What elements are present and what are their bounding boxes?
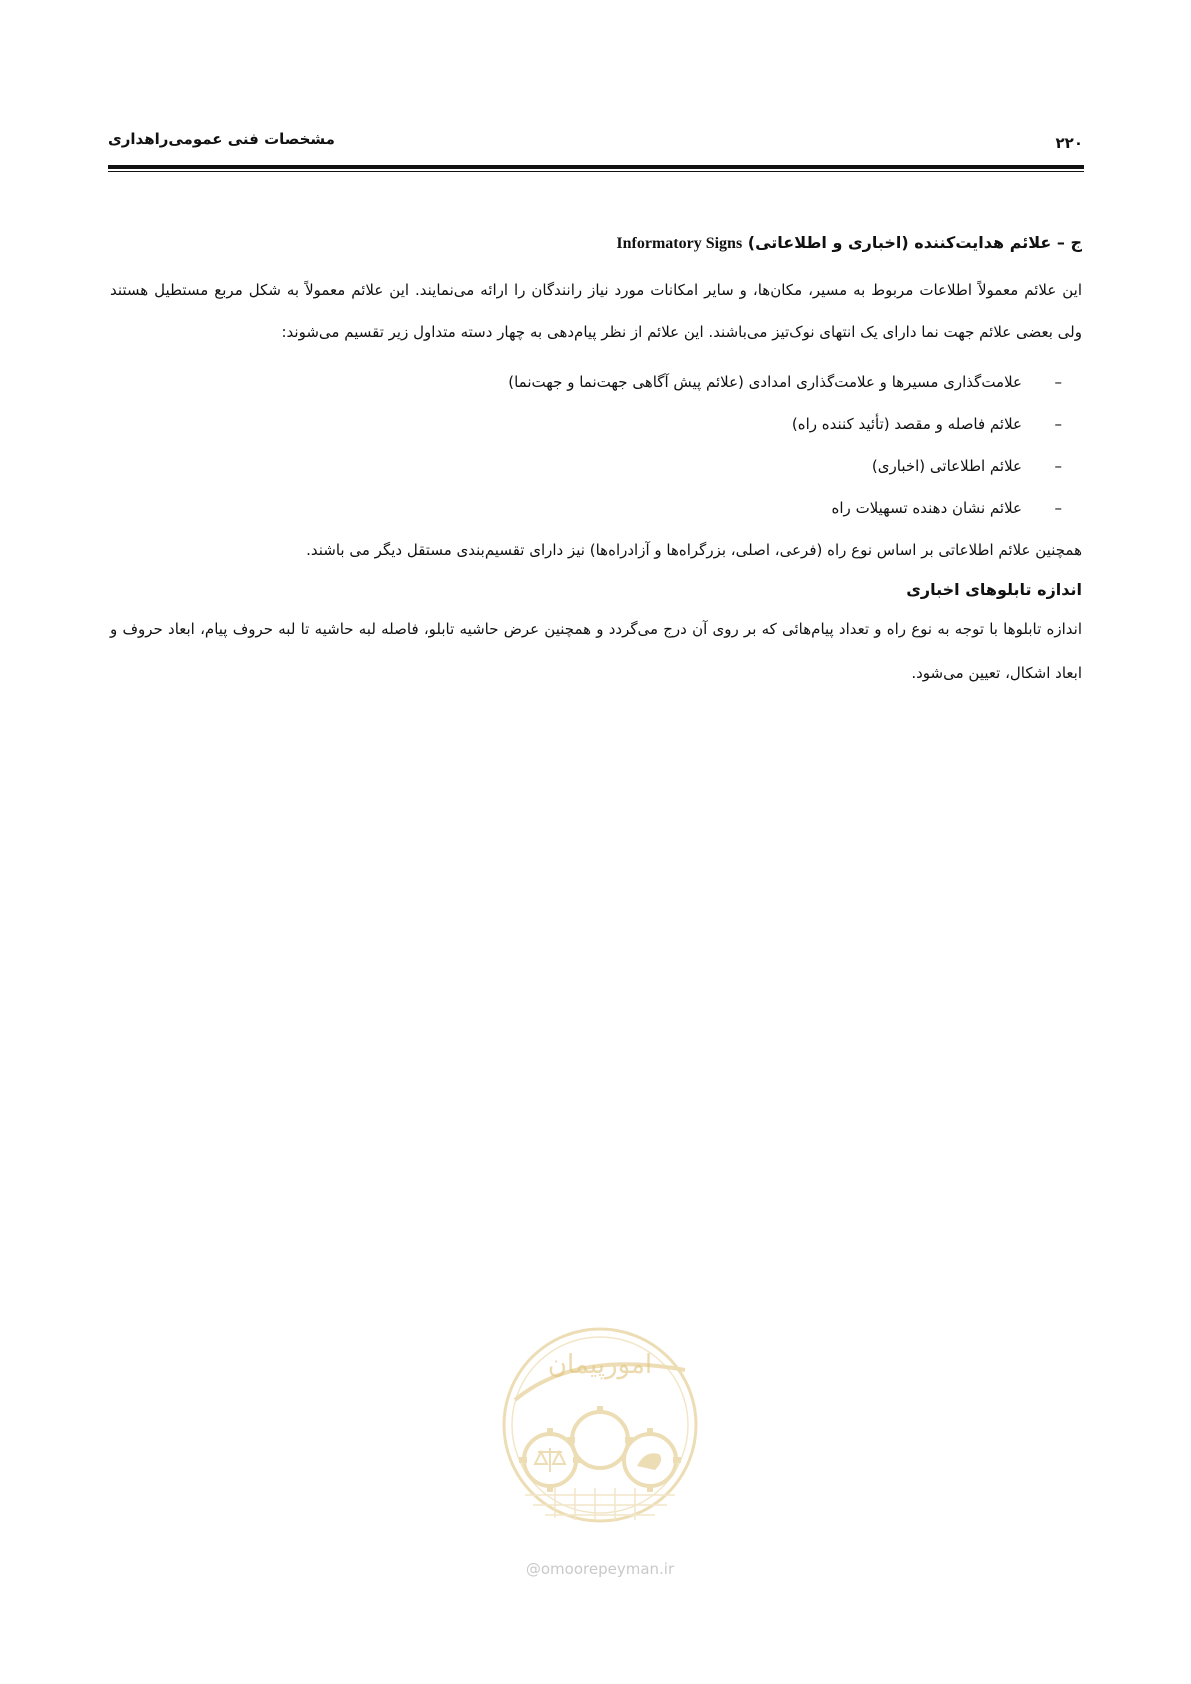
subsection-paragraph: اندازه تابلوها با توجه به نوع راه و تعداد پیام‌هائی که بر روی آن درج می‌گردد و همچنین عرض حاشیه تابلو، فاصله لبه حاشیه تا لبه حروف پیام، ابعاد حروف و ابعاد اشکال، تعیین می‌شود. [110, 620, 1082, 682]
list-item-text: علائم نشان دهنده تسهیلات راه [831, 499, 1022, 517]
watermark-logo-text: امورپیمان [547, 1350, 653, 1380]
list-item-text: علائم فاصله و مقصد (تأئید کننده راه) [791, 415, 1022, 433]
sign-category-list [110, 361, 1082, 529]
list-item [110, 361, 1062, 403]
page-header [108, 130, 1083, 170]
list-item [110, 487, 1062, 529]
section-heading-fa: ج – علائم هدایت‌کننده (اخباری و اطلاعاتی) [747, 233, 1082, 252]
list-dash: – [1054, 499, 1062, 517]
list-item [110, 403, 1062, 445]
list-item [110, 445, 1062, 487]
watermark-url: @omoorepeyman.ir [525, 1560, 675, 1578]
list-item-text: علامت‌گذاری مسیرها و علامت‌گذاری امدادی (علائم پیش آگاهی جهت‌نما و جهت‌نما) [508, 373, 1022, 391]
list-dash: – [1054, 415, 1062, 433]
subsection-heading: اندازه تابلوهای اخباری [906, 580, 1082, 599]
header-title: مشخصات فنی عمومی‌راهداری [108, 130, 335, 148]
header-rule [108, 165, 1084, 169]
header-rule-thin [108, 171, 1084, 172]
section-heading [110, 228, 1082, 259]
list-dash: – [1054, 457, 1062, 475]
classification-paragraph: همچنین علائم اطلاعاتی بر اساس نوع راه (فرعی، اصلی، بزرگراه‌ها و آزادراه‌ها) نیز دارای تقسیم‌بندی مستقل دیگر می باشند. [306, 541, 1082, 559]
page-content [110, 228, 1082, 695]
intro-paragraph: این علائم معمولاً اطلاعات مربوط به مسیر، مکان‌ها، و سایر امکانات مورد نیاز رانندگان را ارائه می‌نمایند. این علائم معمولاً به شکل مربع مستطیل هستند ولی بعضی علائم جهت نما دارای یک انتهای نوک‌تیز می‌باشند. این علائم از نظر پیام‌دهی به چهار دسته متداول زیر تقسیم می‌شوند: [110, 281, 1082, 341]
list-dash: – [1054, 373, 1062, 391]
page-number: ۲۲۰ [1055, 134, 1083, 152]
list-item-text: علائم اطلاعاتی (اخباری) [871, 457, 1022, 475]
section-heading-en: Informatory Signs [616, 235, 743, 252]
